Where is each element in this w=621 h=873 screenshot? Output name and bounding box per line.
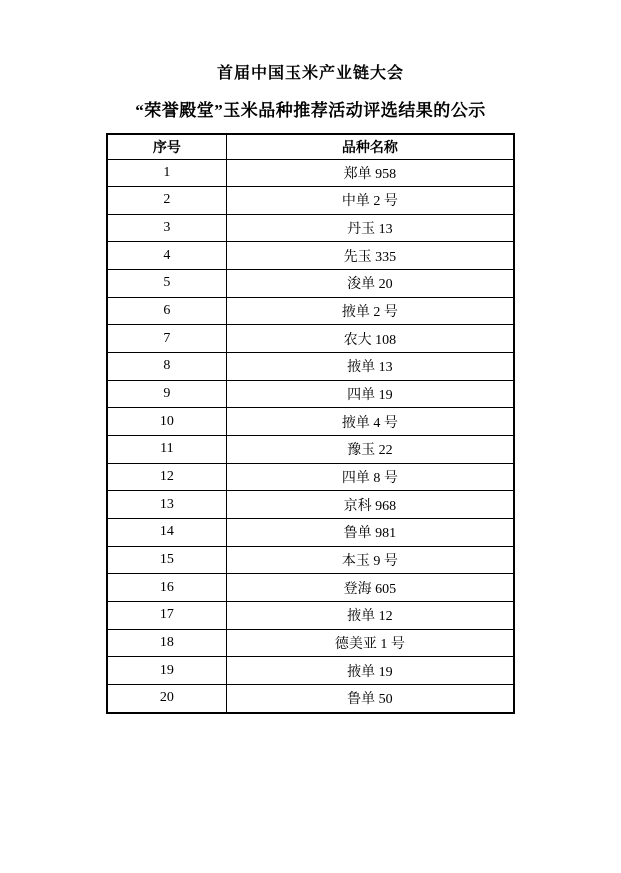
- variety-name-cell: 四单 8 号: [226, 463, 514, 491]
- variety-name-cell: 本玉 9 号: [226, 546, 514, 574]
- table-row: [107, 602, 514, 630]
- variety-table-body: [107, 159, 514, 713]
- variety-name-cell: 掖单 12: [226, 602, 514, 630]
- table-row: [107, 214, 514, 242]
- row-index-cell: 7: [107, 325, 226, 353]
- table-row: [107, 353, 514, 381]
- row-index-cell: 1: [107, 159, 226, 187]
- variety-name-cell: 丹玉 13: [226, 214, 514, 242]
- row-index-cell: 18: [107, 629, 226, 657]
- row-index-cell: 17: [107, 602, 226, 630]
- row-index-cell: 16: [107, 574, 226, 602]
- row-index-cell: 2: [107, 187, 226, 215]
- variety-name-cell: 鲁单 50: [226, 684, 514, 713]
- table-row: [107, 270, 514, 298]
- table-row: [107, 297, 514, 325]
- row-index-cell: 9: [107, 380, 226, 408]
- table-row: [107, 187, 514, 215]
- variety-name-cell: 先玉 335: [226, 242, 514, 270]
- table-row: [107, 463, 514, 491]
- variety-table-head: [107, 134, 514, 159]
- variety-name-cell: 中单 2 号: [226, 187, 514, 215]
- document-title: 首届中国玉米产业链大会: [216, 65, 404, 82]
- variety-name-cell: 郑单 958: [226, 159, 514, 187]
- variety-name-cell: 浚单 20: [226, 270, 514, 298]
- variety-name-cell: 京科 968: [226, 491, 514, 519]
- row-index-cell: 14: [107, 519, 226, 547]
- variety-name-cell: 豫玉 22: [226, 436, 514, 464]
- variety-name-cell: 四单 19: [226, 380, 514, 408]
- table-row: [107, 408, 514, 436]
- table-row: [107, 629, 514, 657]
- row-index-cell: 12: [107, 463, 226, 491]
- row-index-cell: 11: [107, 436, 226, 464]
- variety-name-cell: 登海 605: [226, 574, 514, 602]
- variety-name-cell: 鲁单 981: [226, 519, 514, 547]
- row-index-cell: 4: [107, 242, 226, 270]
- table-row: [107, 491, 514, 519]
- row-index-cell: 20: [107, 684, 226, 713]
- document-subtitle: “荣誉殿堂”玉米品种推荐活动评选结果的公示: [135, 101, 486, 120]
- table-row: [107, 574, 514, 602]
- row-index-cell: 19: [107, 657, 226, 685]
- table-row: [107, 159, 514, 187]
- variety-name-cell: 掖单 19: [226, 657, 514, 685]
- row-index-cell: 3: [107, 214, 226, 242]
- variety-name-cell: 掖单 4 号: [226, 408, 514, 436]
- table-row: [107, 436, 514, 464]
- row-index-cell: 10: [107, 408, 226, 436]
- header-cell-index: 序号: [107, 134, 226, 159]
- row-index-cell: 8: [107, 353, 226, 381]
- row-index-cell: 5: [107, 270, 226, 298]
- table-row: [107, 325, 514, 353]
- row-index-cell: 6: [107, 297, 226, 325]
- table-row: [107, 519, 514, 547]
- variety-table: [106, 133, 515, 714]
- row-index-cell: 13: [107, 491, 226, 519]
- table-row: [107, 684, 514, 713]
- table-row: [107, 546, 514, 574]
- variety-name-cell: 农大 108: [226, 325, 514, 353]
- table-row: [107, 242, 514, 270]
- row-index-cell: 15: [107, 546, 226, 574]
- variety-name-cell: 掖单 2 号: [226, 297, 514, 325]
- variety-name-cell: 掖单 13: [226, 353, 514, 381]
- header-cell-variety-name: 品种名称: [226, 134, 514, 159]
- table-row: [107, 380, 514, 408]
- table-row: [107, 657, 514, 685]
- variety-name-cell: 德美亚 1 号: [226, 629, 514, 657]
- table-header-row: [107, 134, 514, 159]
